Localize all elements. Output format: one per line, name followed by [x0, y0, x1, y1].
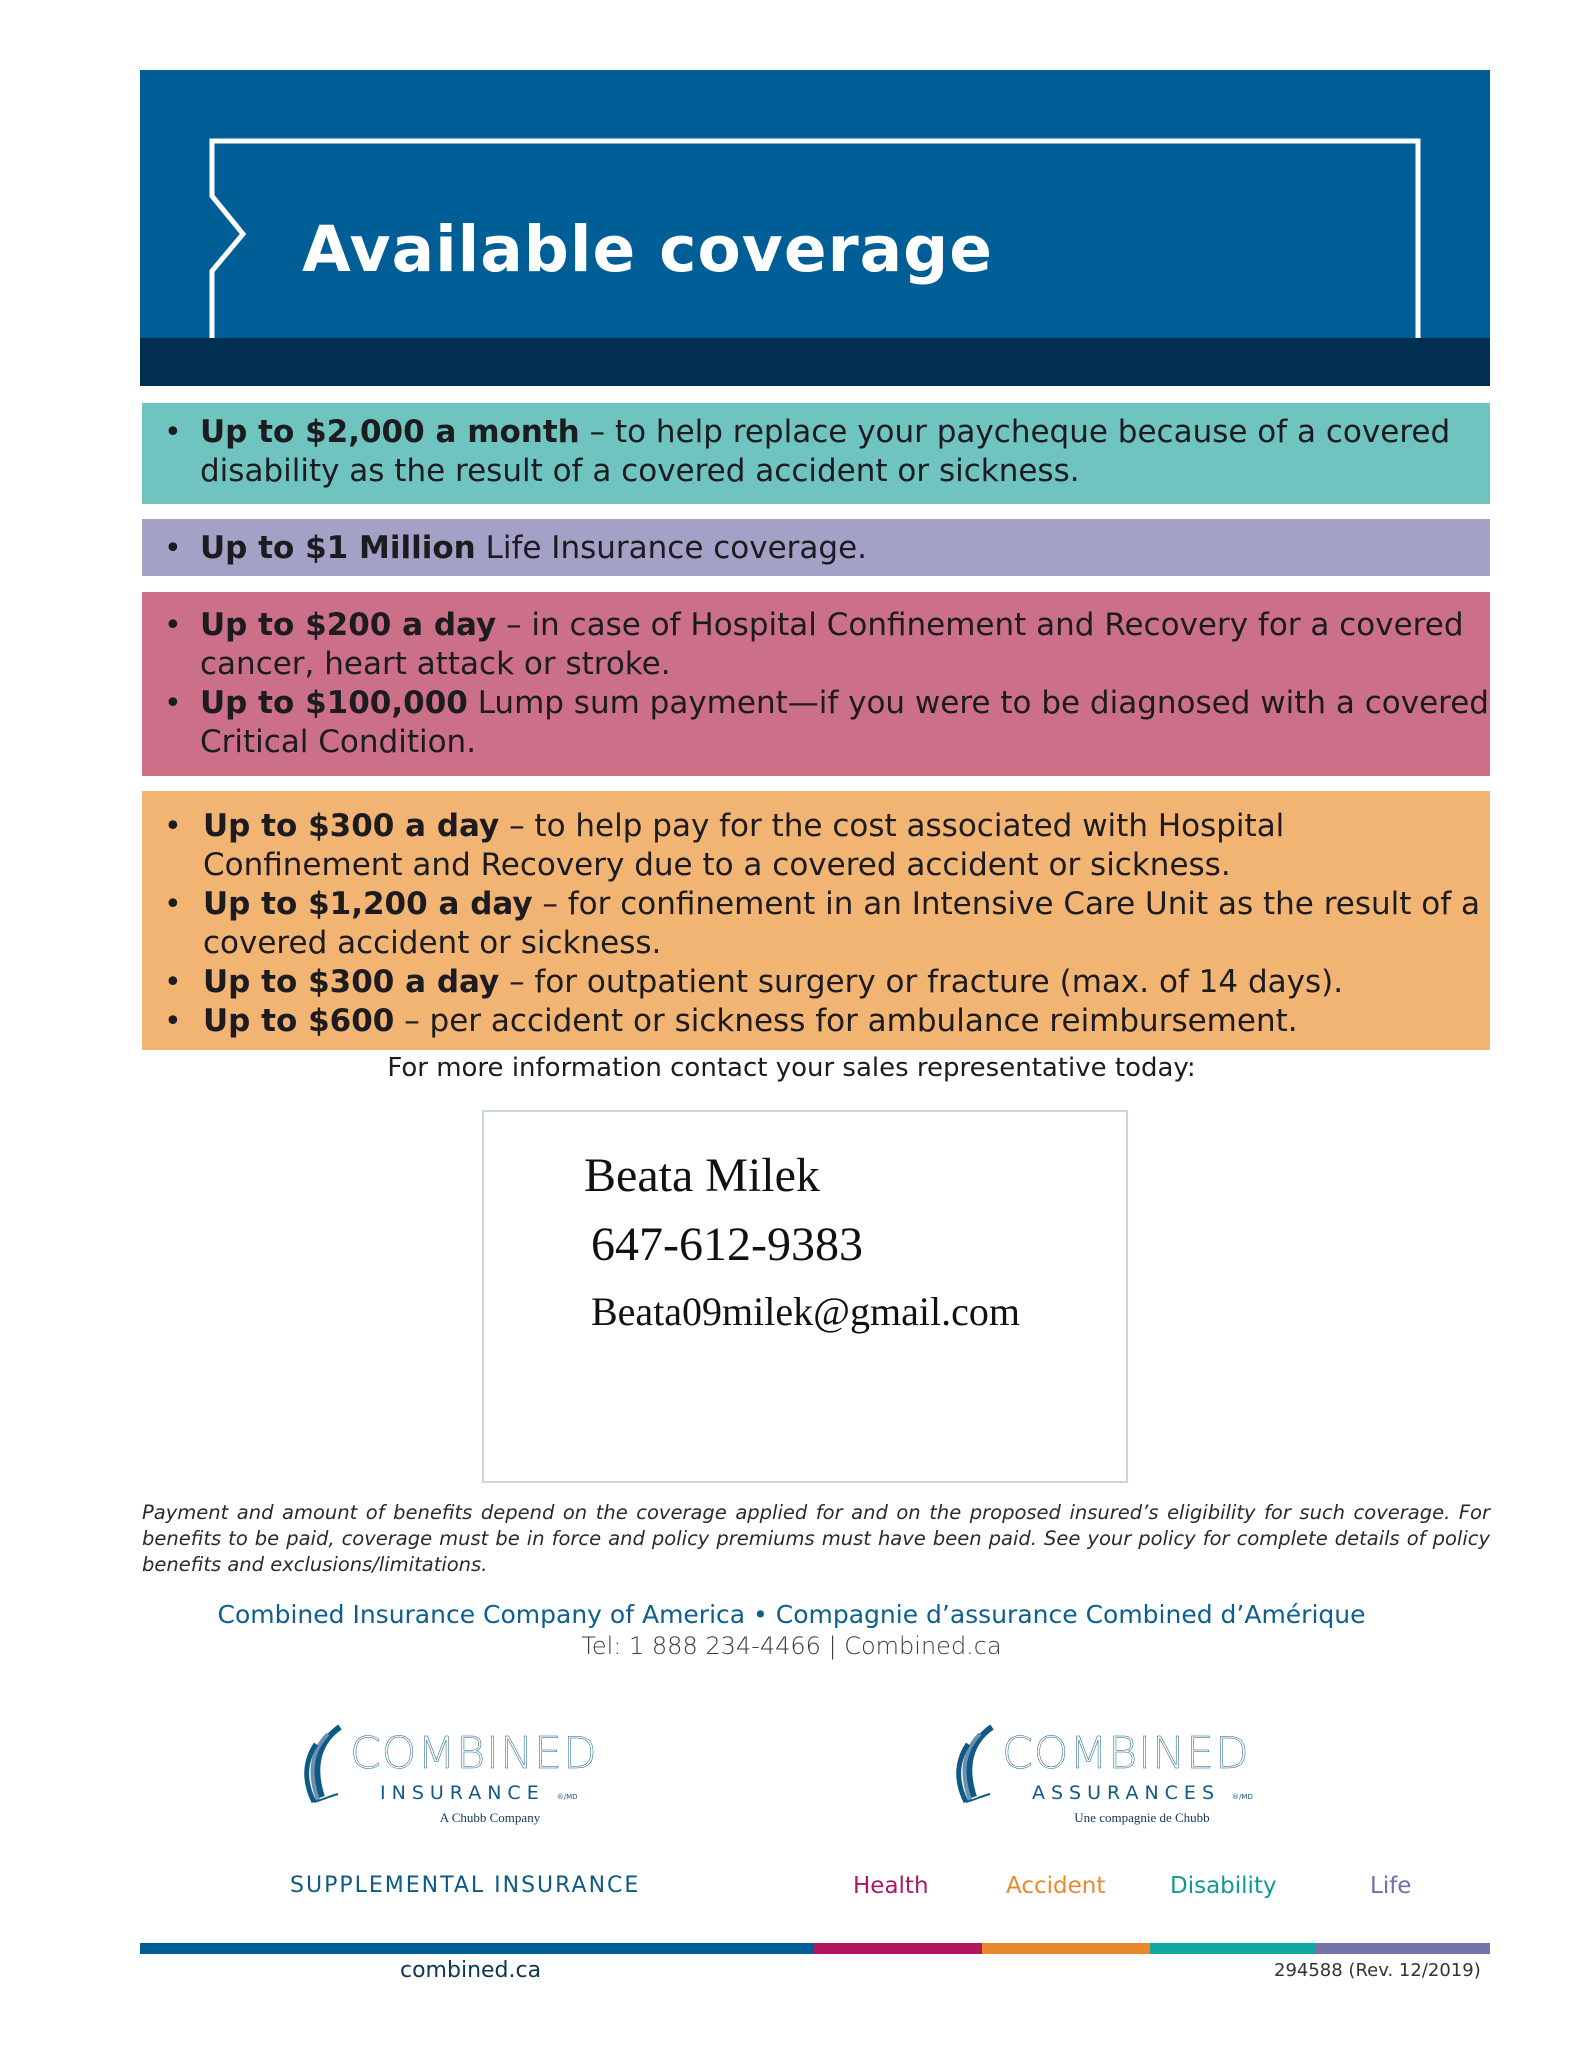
coverage-item: • Up to $2,000 a month – to help replace your paycheque because of a covered disability as the result of a covered accident or sickness. [142, 413, 1490, 491]
category-accident: Accident [1006, 1873, 1106, 1899]
coverage-box-accident [142, 791, 1490, 1050]
coverage-item: • Up to $100,000 Lump sum payment—if you were to be diagnosed with a covered Critical Condition. [142, 684, 1490, 762]
logo-tagline: Une compagnie de Chubb [1074, 1810, 1210, 1825]
contact-prompt: For more information contact your sales representative today: [387, 1053, 1196, 1083]
coverage-item: • Up to $600 – per accident or sickness for ambulance reimbursement. [142, 1002, 1490, 1041]
header-dark-band [140, 338, 1490, 386]
supplemental-insurance-label: SUPPLEMENTAL INSURANCE [290, 1873, 641, 1898]
combined-assurances-logo [952, 1722, 1332, 1842]
combined-insurance-logo [300, 1722, 680, 1842]
disclaimer-text: Payment and amount of benefits depend on the coverage applied for and on the proposed insured’s eligibility for such coverage. For benefits to be paid, coverage must be in force and policy premiums must have been paid. See your policy for complete details of policy benefits and exclusions/limitations. [142, 1501, 1490, 1576]
rep-email[interactable]: Beata09milek@gmail.com [591, 1289, 1020, 1334]
coverage-box-health [142, 592, 1490, 776]
rep-phone[interactable]: 647-612-9383 [591, 1218, 863, 1271]
color-bar-segment-life [1316, 1943, 1490, 1954]
page-title: Available coverage [302, 213, 993, 286]
color-bar-segment-health [814, 1943, 982, 1954]
coverage-item: • Up to $1,200 a day – for confinement in an Intensive Care Unit as the result of a covered accident or sickness. [142, 885, 1490, 963]
rep-name: Beata Milek [584, 1149, 820, 1202]
logo-subtitle: ASSURANCES ®/MD [1032, 1782, 1253, 1804]
category-color-bar [140, 1943, 1490, 1954]
coverage-item: • Up to $200 a day – in case of Hospital Confinement and Recovery for a covered cancer, heart attack or stroke. [142, 606, 1490, 684]
header-banner [140, 70, 1490, 386]
coverage-box-disability [142, 403, 1490, 504]
logo-wordmark: COMBINED [1002, 1728, 1250, 1779]
logo-subtitle: INSURANCE ®/MD [380, 1782, 578, 1804]
company-contact-line: Tel: 1 888 234-4466 | Combined.ca [581, 1632, 1002, 1660]
color-bar-segment-accident [982, 1943, 1150, 1954]
contact-card [482, 1110, 1128, 1483]
coverage-box-life [142, 519, 1490, 576]
coverage-item: • Up to $300 a day – for outpatient surgery or fracture (max. of 14 days). [142, 963, 1490, 1002]
coverage-item: • Up to $300 a day – to help pay for the cost associated with Hospital Confinement and Recovery due to a covered accident or sickness. [142, 807, 1490, 885]
company-name-line: Combined Insurance Company of America • Compagnie d’assurance Combined d’Amérique [217, 1600, 1366, 1629]
category-health: Health [853, 1873, 929, 1899]
logo-tagline: A Chubb Company [439, 1810, 541, 1825]
logo-wordmark: COMBINED [350, 1728, 598, 1779]
color-bar-segment-blue [140, 1943, 814, 1954]
form-number: 294588 (Rev. 12/2019) [1274, 1960, 1481, 1981]
footer-website-link[interactable]: combined.ca [400, 1958, 542, 1983]
category-life: Life [1370, 1873, 1412, 1899]
coverage-item: • Up to $1 Million Life Insurance coverage. [142, 529, 1490, 568]
color-bar-segment-disability [1150, 1943, 1316, 1954]
category-disability: Disability [1170, 1873, 1277, 1899]
